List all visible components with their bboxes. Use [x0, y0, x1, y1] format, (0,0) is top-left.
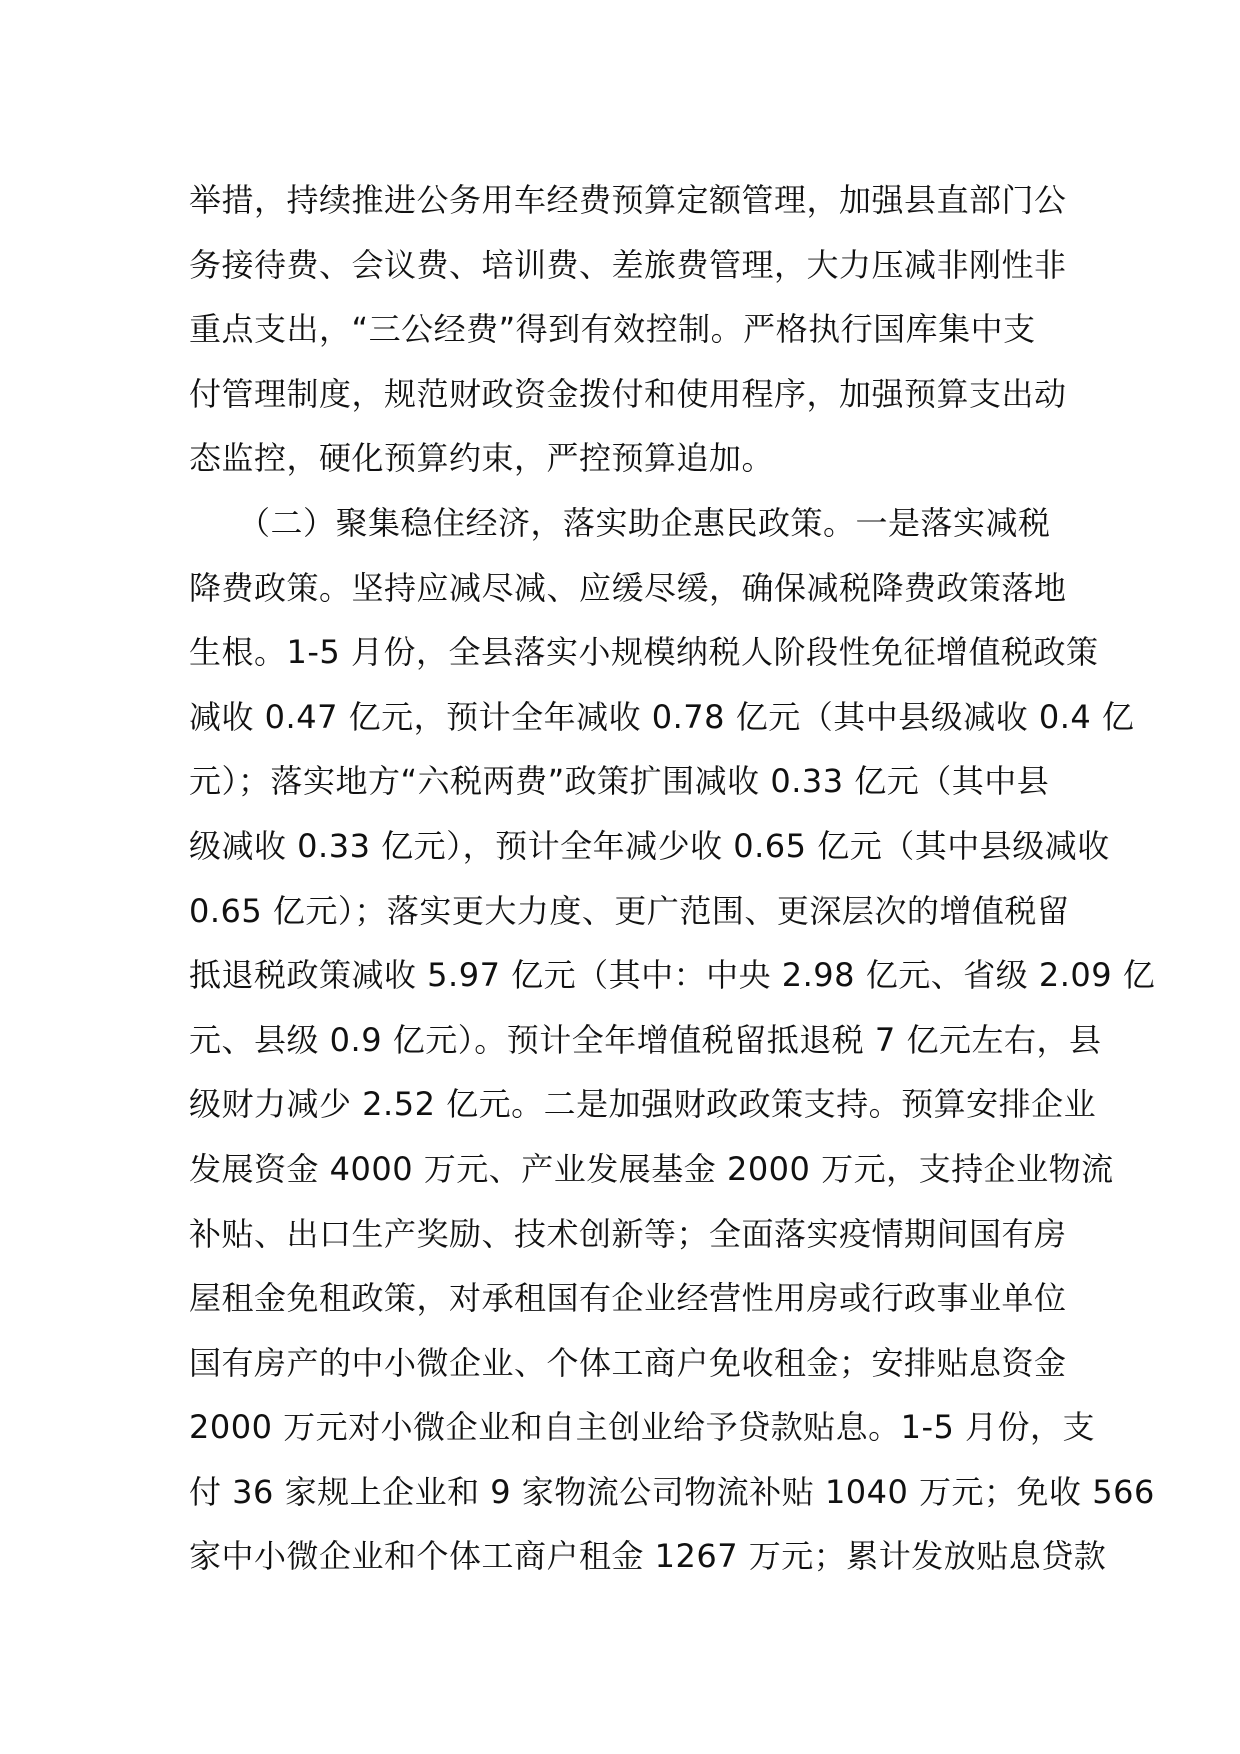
text-line: 举措，持续推进公务用车经费预算定额管理，加强县直部门公: [189, 181, 1067, 219]
text-line: 元）；落实地方“六税两费”政策扩围减收 0.33 亿元（其中县: [189, 762, 1050, 801]
text-line: 降费政策。坚持应减尽减、应缓尽缓，确保减税降费政策落地: [189, 568, 1067, 607]
body-text: [189, 168, 1156, 1589]
text-line: 级财力减少 2.52 亿元。二是加强财政政策支持。预算安排企业: [189, 1085, 1097, 1124]
text-line: 补贴、出口生产奖励、技术创新等；全面落实疫情期间国有房: [189, 1214, 1067, 1253]
text-line: 发展资金 4000 万元、产业发展基金 2000 万元，支持企业物流: [189, 1149, 1114, 1188]
text-line: 生根。1-5 月份，全县落实小规模纳税人阶段性免征增值税政策: [189, 633, 1099, 672]
text-line: 重点支出，“三公经费”得到有效控制。严格执行国库集中支: [189, 310, 1036, 349]
text-line: 态监控，硬化预算约束，严控预算追加。: [189, 439, 775, 478]
text-line: 屋租金免租政策，对承租国有企业经营性用房或行政事业单位: [189, 1279, 1067, 1318]
text-line: 付管理制度，规范财政资金拨付和使用程序，加强预算支出动: [189, 374, 1067, 413]
text-line: 减收 0.47 亿元，预计全年减收 0.78 亿元（其中县级减收 0.4 亿: [189, 697, 1135, 736]
text-line: 元、县级 0.9 亿元）。预计全年增值税留抵退税 7 亿元左右，县: [189, 1020, 1102, 1059]
text-line: 抵退税政策减收 5.97 亿元（其中：中央 2.98 亿元、省级 2.09 亿: [189, 956, 1156, 995]
text-line: 国有房产的中小微企业、个体工商户免收租金；安排贴息资金: [189, 1343, 1067, 1382]
section-heading-line: （二）聚集稳住经济，落实助企惠民政策。一是落实减税: [189, 503, 1051, 542]
text-line: 家中小微企业和个体工商户租金 1267 万元；累计发放贴息贷款: [189, 1537, 1107, 1576]
text-line: 0.65 亿元）；落实更大力度、更广范围、更深层次的增值税留: [189, 891, 1070, 930]
text-line: 级减收 0.33 亿元），预计全年减少收 0.65 亿元（其中县级减收: [189, 826, 1110, 865]
text-line: 付 36 家规上企业和 9 家物流公司物流补贴 1040 万元；免收 566: [189, 1472, 1155, 1511]
text-line: 2000 万元对小微企业和自主创业给予贷款贴息。1-5 月份，支: [189, 1408, 1096, 1447]
text-line: 务接待费、会议费、培训费、差旅费管理，大力压减非刚性非: [189, 245, 1067, 284]
